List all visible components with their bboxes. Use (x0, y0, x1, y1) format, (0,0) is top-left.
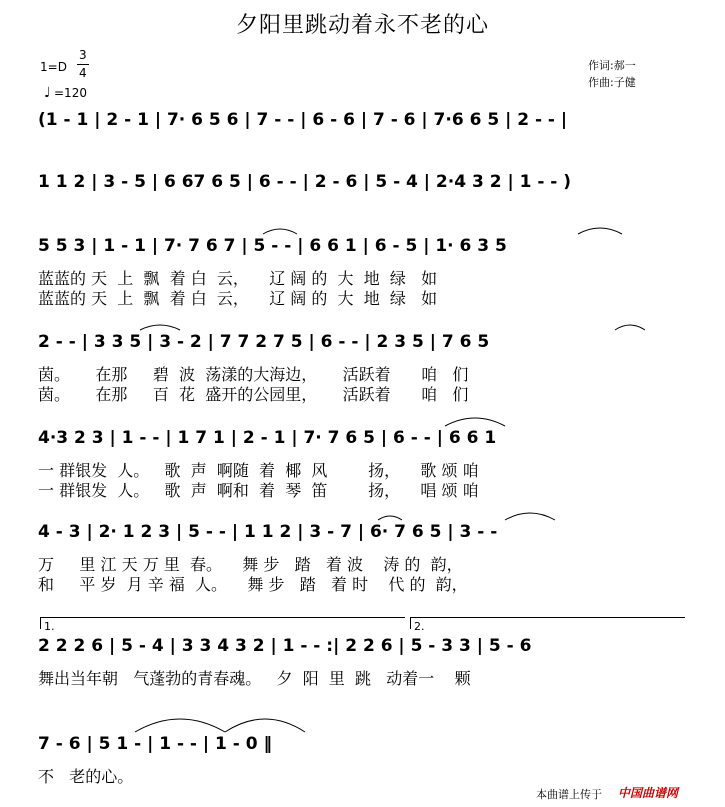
song-title: 夕阳里跳动着永不老的心 (235, 13, 489, 38)
time-signature-bottom: 4 (79, 66, 87, 80)
composer-credit: 作曲:子健 (588, 76, 636, 89)
slur-row-4-a (140, 325, 180, 330)
key-signature: 1=D (40, 60, 67, 74)
lyric-row-4-verse-2: 茵。 在那 百 花 盛开的公园里， 活跃着 咱 们 (38, 385, 469, 404)
slur-row-3-b (578, 228, 622, 234)
lyric-row-6-verse-2: 和 平 岁 月 辛 福 人。 舞 步 踏 着 时 代 的 韵， (38, 575, 468, 594)
notation-row-1: (1 - 1 | 2 - 1 | 7· 6 5 6 | 7 - - | 6 - 6 | 7 - 6 | 7·6 6 5 | 2 - - | (38, 110, 568, 130)
time-signature-top: 3 (79, 48, 87, 62)
slur-row-6-b (378, 516, 402, 520)
lyric-row-3-verse-1: 蓝蓝的 天 上 飘 着 白 云， 辽 阔 的 大 地 绿 如 (38, 269, 438, 288)
notation-row-5: 4·3 2 3 | 1 - - | 1 7 1 | 2 - 1 | 7· 7 6 5 | 6 - - | 6 6 1 (38, 428, 497, 448)
tie-row-8-a (135, 719, 225, 732)
notation-row-6: 4 - 3 | 2· 1 2 3 | 5 - - | 1 1 2 | 3 - 7 | 6· 7 6 5 | 3 - - (38, 522, 498, 542)
lyric-row-8: 不 老的心。 (38, 767, 134, 786)
notation-row-2: 1 1 2 | 3 - 5 | 6 67 6 5 | 6 - - | 2 - 6 | 5 - 4 | 2·4 3 2 | 1 - - ) (38, 172, 572, 192)
lyric-row-5-verse-1: 一 群银发 人。 歌 声 啊随 着 椰 风 扬， 歌 颂 咱 (38, 461, 479, 480)
lyric-row-5-verse-2: 一 群银发 人。 歌 声 啊和 着 琴 笛 扬， 唱 颂 咱 (38, 481, 479, 500)
lyric-row-3-verse-2: 蓝蓝的 天 上 飘 着 白 云， 辽 阔 的 大 地 绿 如 (38, 289, 438, 308)
slur-row-3-a (263, 229, 297, 234)
slur-row-4-b (615, 325, 645, 330)
volta-1-label: 1. (44, 620, 55, 633)
notation-row-7: 2 2 2 6 | 5 - 4 | 3 3 4 3 2 | 1 - - :| 2 2 6 | 5 - 3 3 | 5 - 6 (38, 636, 532, 656)
lyric-row-4-verse-1: 茵。 在那 碧 波 荡漾的大海边， 活跃着 咱 们 (38, 365, 469, 384)
site-logo: 中国曲谱网 (618, 786, 679, 800)
notation-row-8: 7 - 6 | 5 1 - | 1 - - | 1 - 0 ‖ (38, 734, 272, 754)
lyric-row-7: 舞出当年朝 气蓬勃的青春魂。 夕 阳 里 跳 动着一 颗 (38, 669, 471, 688)
tempo-marking: =120 (54, 86, 87, 100)
notation-row-3: 5 5 3 | 1 - 1 | 7· 7 6 7 | 5 - - | 6 6 1 | 6 - 5 | 1· 6 3 5 (38, 236, 507, 256)
slur-row-5-a (445, 418, 505, 426)
tie-row-8-b (225, 719, 305, 732)
notation-row-4: 2 - - | 3 3 5 | 3 - 2 | 7 7 2 7 5 | 6 - - | 2 3 5 | 7 6 5 (38, 332, 490, 352)
lyricist-credit: 作词:郝一 (588, 59, 636, 72)
quarter-note-icon: ♩ (44, 85, 51, 101)
lyric-row-6-verse-1: 万 里 江 天 万 里 春。 舞 步 踏 着 波 涛 的 韵， (38, 555, 463, 574)
slur-row-6-a (505, 513, 555, 520)
upload-notice: 本曲谱上传于 (536, 788, 602, 801)
volta-2-label: 2. (414, 620, 425, 633)
